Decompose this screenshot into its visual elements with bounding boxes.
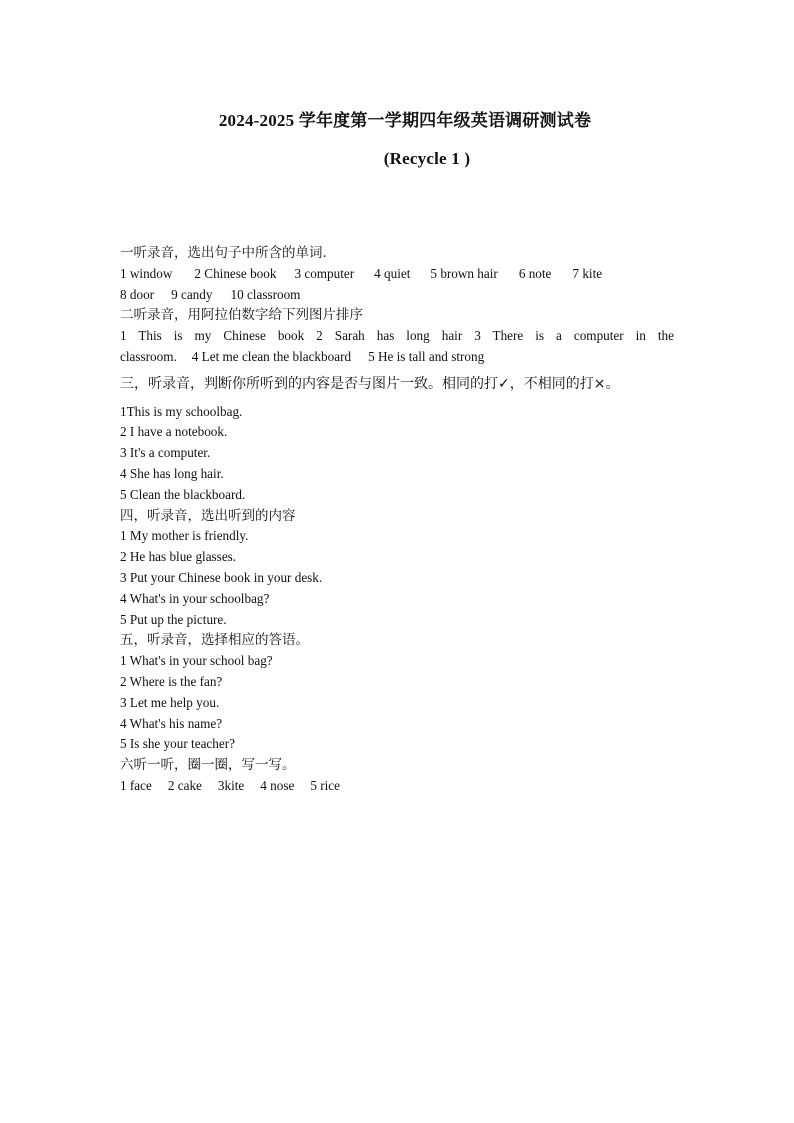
word-item: 10 classroom xyxy=(230,286,301,302)
section-1-heading: 一听录音，选出句子中所含的单词. xyxy=(120,245,327,261)
word-item: 3 computer xyxy=(294,265,355,281)
section-2-line-2 xyxy=(120,347,674,368)
section-3-heading: 三，听录音，判断你所听到的内容是否与图片一致。相同的打✓，不相同的打×。 xyxy=(120,375,620,392)
word-item: 3kite xyxy=(217,777,245,793)
list-item: 4 What's his name? xyxy=(120,715,223,731)
page-subtitle: (Recycle 1 ) xyxy=(383,149,471,168)
list-item: 1 My mother is friendly. xyxy=(120,528,249,544)
word-item: 6 note xyxy=(518,265,552,281)
list-item: 3 Let me help you. xyxy=(120,694,220,710)
word-item: 5 brown hair xyxy=(430,265,498,281)
word-item: 2 Chinese book xyxy=(194,265,277,281)
list-item: 4 What's in your schoolbag? xyxy=(120,590,270,606)
document-body xyxy=(120,243,674,797)
word-item: 5 rice xyxy=(310,777,340,793)
word-item: 8 door xyxy=(120,286,155,302)
page-title: 2024-2025 学年度第一学期四年级英语调研测试卷 xyxy=(218,111,592,130)
word-item: 9 candy xyxy=(171,286,213,302)
section-1-line-1 xyxy=(120,264,674,285)
list-item: 4 She has long hair. xyxy=(120,465,224,481)
sentence-item: 4 Let me clean the blackboard xyxy=(191,348,352,364)
word-item: 1 window xyxy=(120,265,173,281)
word-item: 4 quiet xyxy=(374,265,411,281)
sentence-item: classroom. xyxy=(120,348,177,364)
list-item: 1This is my schoolbag. xyxy=(120,403,243,419)
list-item: 1 What's in your school bag? xyxy=(120,653,273,669)
list-item: 5 Put up the picture. xyxy=(120,611,227,627)
section-6-heading: 六听一听，圈一圈，写一写。 xyxy=(120,757,296,774)
word-item: 2 cake xyxy=(167,777,202,793)
list-item: 3 It's a computer. xyxy=(120,445,211,461)
list-item: 3 Put your Chinese book in your desk. xyxy=(120,569,323,585)
word-item: 4 nose xyxy=(260,777,295,793)
sentence-item: 5 He is tall and strong xyxy=(368,348,485,364)
list-item: 2 He has blue glasses. xyxy=(120,549,237,565)
section-5-heading: 五，听录音，选择相应的答语。 xyxy=(120,632,309,649)
list-item: 2 Where is the fan? xyxy=(120,673,223,689)
list-item: 5 Is she your teacher? xyxy=(120,736,235,752)
list-item: 2 I have a notebook. xyxy=(120,424,228,440)
section-4-heading: 四，听录音，选出听到的内容 xyxy=(120,507,296,524)
section-1-line-2 xyxy=(120,285,674,306)
section-2-heading: 二听录音，用阿拉伯数字给下列图片排序 xyxy=(120,307,363,324)
section-6-line-1 xyxy=(120,776,674,797)
word-item: 7 kite xyxy=(572,265,603,281)
list-item: 5 Clean the blackboard. xyxy=(120,486,246,502)
word-item: 1 face xyxy=(120,777,152,793)
section-2-line-1: 1 This is my Chinese book 2 Sarah has long hair 3 There is a computer in the xyxy=(120,328,674,344)
